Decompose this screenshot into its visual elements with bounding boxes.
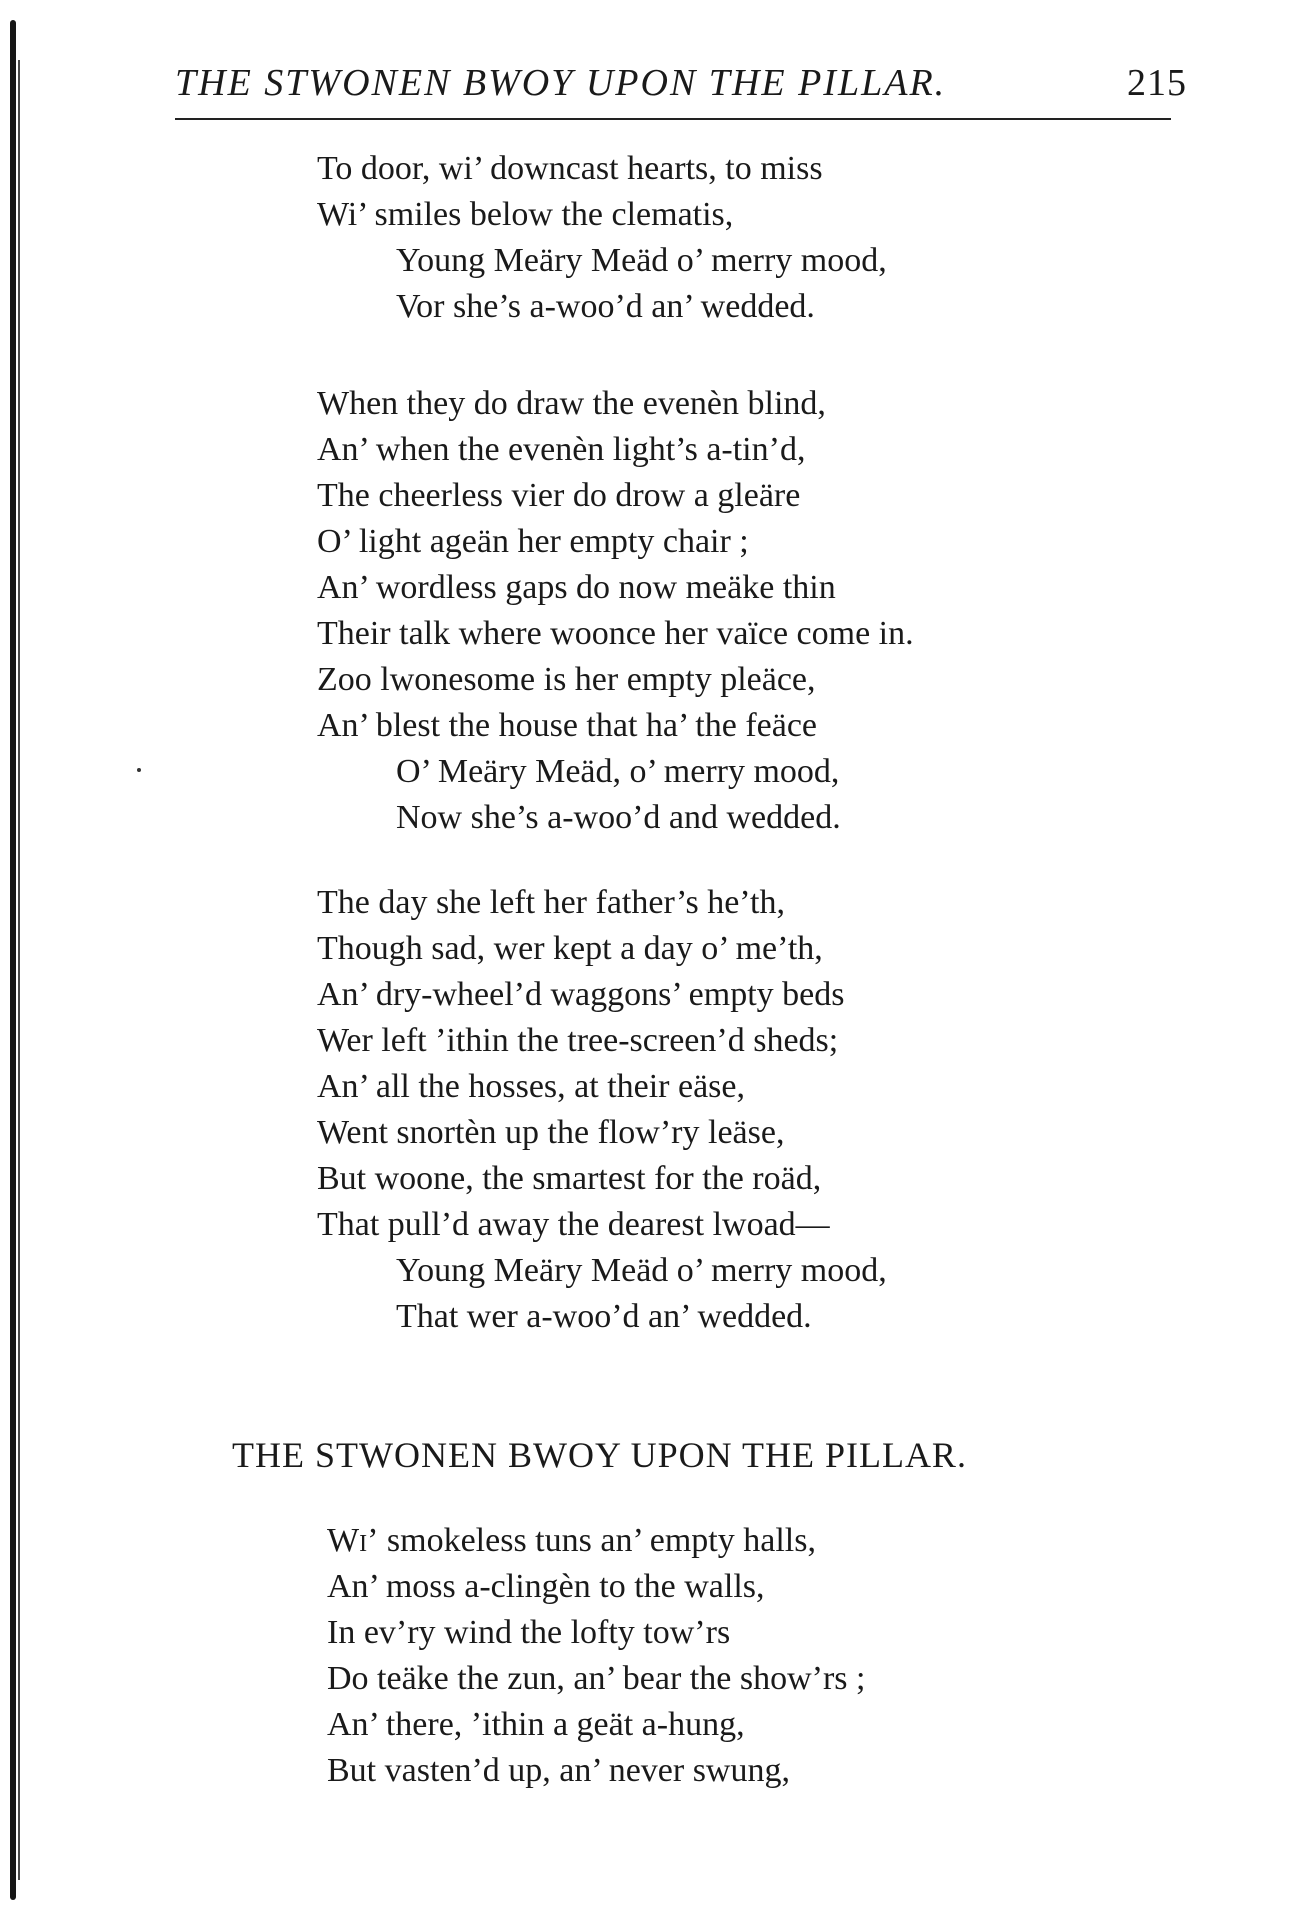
poem-title: THE STWONEN BWOY UPON THE PILLAR. bbox=[232, 1435, 967, 1475]
running-title: THE STWONEN BWOY UPON THE PILLAR. bbox=[175, 62, 947, 104]
verse-line: An’ there, ’ithin a geät a-hung, bbox=[327, 1706, 745, 1743]
verse-line: An’ moss a-clingèn to the walls, bbox=[327, 1568, 765, 1605]
verse-line: An’ dry-wheel’d waggons’ empty beds bbox=[317, 976, 845, 1013]
verse-line: Now she’s a-woo’d and wedded. bbox=[396, 799, 841, 836]
verse-line: An’ wordless gaps do now meäke thin bbox=[317, 569, 836, 606]
verse-line: The day she left her father’s he’th, bbox=[317, 884, 785, 921]
verse-line: Though sad, wer kept a day o’ me’th, bbox=[317, 930, 823, 967]
verse-line: O’ Meäry Meäd, o’ merry mood, bbox=[396, 753, 840, 790]
verse-line: But vasten’d up, an’ never swung, bbox=[327, 1752, 790, 1789]
verse-line: An’ blest the house that ha’ the feäce bbox=[317, 707, 818, 744]
verse-line: An’ when the evenèn light’s a-tin’d, bbox=[317, 431, 806, 468]
verse-line: When they do draw the evenèn blind, bbox=[317, 385, 826, 422]
verse-line: Went snortèn up the flow’ry leäse, bbox=[317, 1114, 785, 1151]
opening-word: Wi’ bbox=[327, 1522, 379, 1559]
verse-line: That wer a-woo’d an’ wedded. bbox=[396, 1298, 812, 1335]
verse-line: Wi’ smiles below the clematis, bbox=[317, 196, 734, 233]
ink-speck bbox=[137, 768, 141, 772]
verse-line: That pull’d away the dearest lwoad— bbox=[317, 1206, 830, 1243]
header-rule bbox=[175, 118, 1171, 120]
verse-line bbox=[327, 1518, 816, 1564]
verse-line: But woone, the smartest for the roäd, bbox=[317, 1160, 822, 1197]
verse-line: To door, wi’ downcast hearts, to miss bbox=[317, 150, 823, 187]
verse-line: Zoo lwonesome is her empty pleäce, bbox=[317, 661, 816, 698]
verse-line: Their talk where woonce her vaïce come in. bbox=[317, 615, 914, 652]
verse-line: Vor she’s a-woo’d an’ wedded. bbox=[396, 288, 815, 325]
binding-edge-shadow bbox=[18, 60, 20, 1880]
verse-line: Young Meäry Meäd o’ merry mood, bbox=[396, 1252, 887, 1289]
verse-line: O’ light ageän her empty chair ; bbox=[317, 523, 749, 560]
verse-line: Wer left ’ithin the tree-screen’d sheds; bbox=[317, 1022, 839, 1059]
page-number: 215 bbox=[1127, 62, 1187, 104]
binding-edge bbox=[10, 20, 16, 1900]
verse-line: An’ all the hosses, at their eäse, bbox=[317, 1068, 746, 1105]
verse-line: In ev’ry wind the lofty tow’rs bbox=[327, 1614, 731, 1651]
verse-line: Do teäke the zun, an’ bear the show’rs ; bbox=[327, 1660, 866, 1697]
verse-line: The cheerless vier do drow a gleäre bbox=[317, 477, 801, 514]
verse-line: Young Meäry Meäd o’ merry mood, bbox=[396, 242, 887, 279]
running-head bbox=[175, 58, 1187, 108]
verse-line-rest: smokeless tuns an’ empty halls, bbox=[386, 1522, 816, 1559]
